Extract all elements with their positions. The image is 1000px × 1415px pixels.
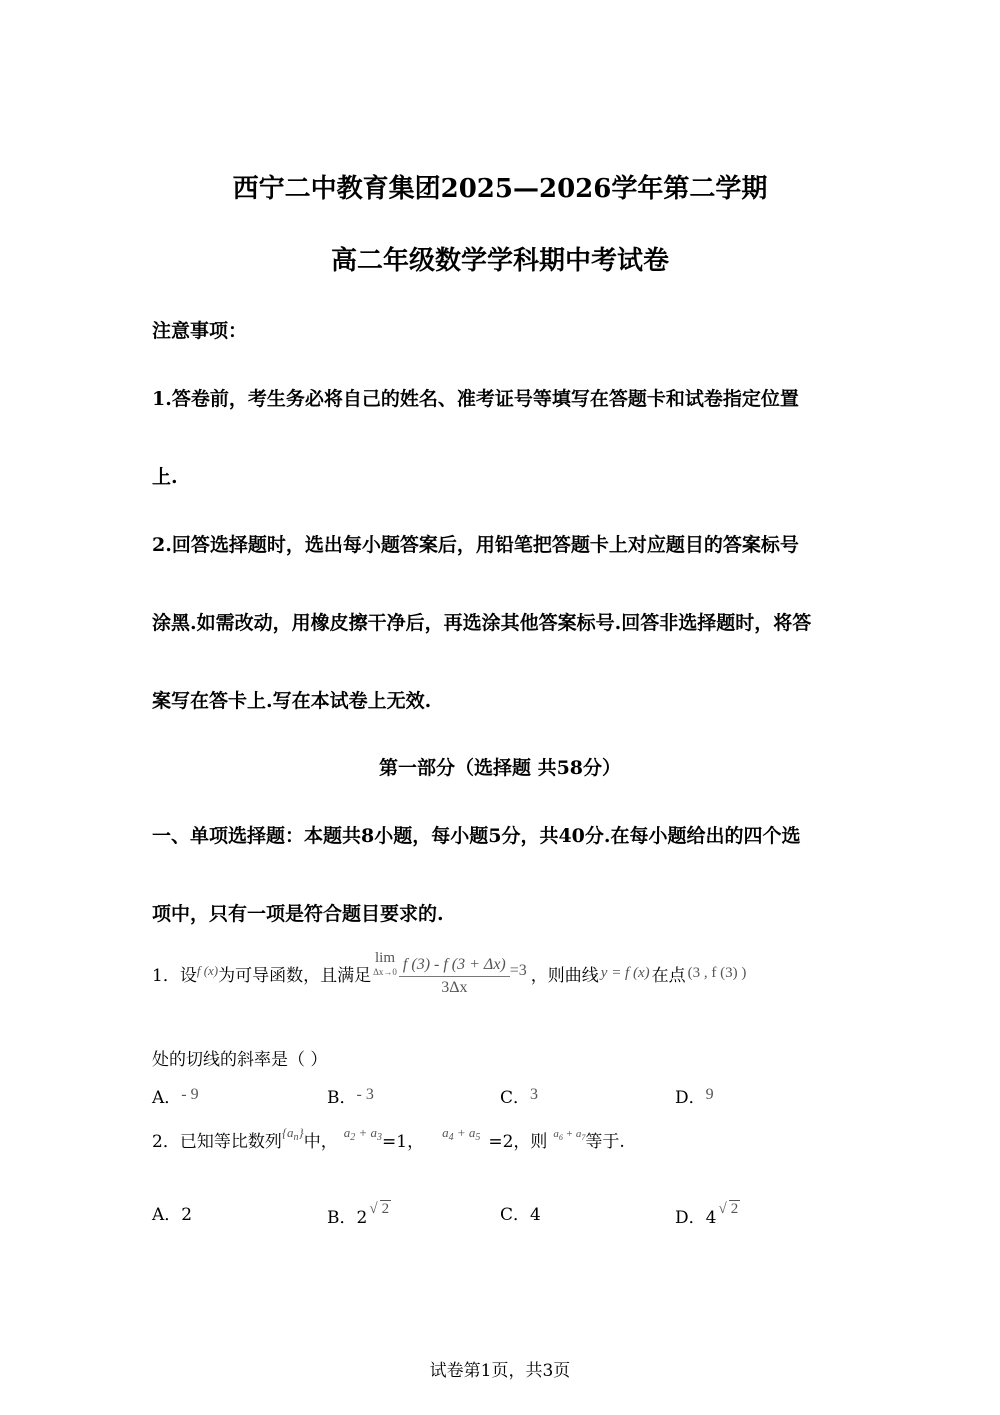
q2-tail: 等于. [585, 1132, 625, 1152]
q1-mid: 为可导函数，且满足 [218, 966, 372, 986]
q1-option-b: B．- 3 [327, 1086, 374, 1108]
q2-option-d-value: 4 [705, 1208, 717, 1228]
q2-option-b-root: √ 2 [369, 1201, 390, 1217]
notice-item1-line2: 上. [152, 466, 178, 488]
q1-at: 在点 [651, 966, 686, 986]
q1-lim: lim [375, 950, 396, 966]
q2-expr3: a6 + a7 [553, 1128, 586, 1142]
q2-option-c: C．4 [500, 1205, 541, 1225]
q2-eq2: =2，则 [488, 1132, 548, 1152]
q2-option-d-root: √ 2 [718, 1201, 739, 1217]
section-instruction-line1: 一、单项选择题：本题共8小题，每小题5分，共40分.在每小题给出的四个选 [152, 825, 801, 847]
q2-expr1: a2 + a3 [343, 1125, 383, 1143]
notice-item1-line1: 1.答卷前，考生务必将自己的姓名、准考证号等填写在答题卡和试卷指定位置 [152, 388, 799, 410]
q2-option-c-value: 4 [530, 1205, 541, 1225]
notice-item2-line3: 案写在答卡上.写在本试卷上无效. [152, 690, 432, 712]
q2-option-a-value: 2 [181, 1205, 193, 1225]
q2-eq1: =1， [382, 1132, 425, 1152]
notice-item2-line2: 涂黑.如需改动，用橡皮擦干净后，再选涂其他答案标号.回答非选择题时，将答 [152, 612, 812, 634]
q1-numerator: f (3) - f (3 + Δx) [399, 956, 510, 977]
q1-option-d-value: 9 [705, 1086, 714, 1103]
q2-mid1: 中， [303, 1132, 338, 1152]
q2-option-d: D．4 √ 2 [675, 1201, 739, 1228]
q1-option-c-value: 3 [530, 1086, 539, 1103]
q1-tail: ，则曲线 [530, 966, 599, 986]
q1-limit [373, 950, 397, 977]
question-2 [152, 1125, 625, 1152]
page-footer: 试卷第1页，共3页 [429, 1361, 571, 1381]
q1-point: (3 , f (3) ) [687, 965, 747, 981]
q2-option-a: A．2 [152, 1205, 193, 1225]
question-1 [152, 950, 746, 997]
q1-lim-sub: Δx→0 [373, 967, 397, 977]
q2-expr2: a4 + a5 [442, 1125, 481, 1143]
q1-denominator: 3Δx [441, 979, 468, 996]
section-instruction-line2: 项中，只有一项是符合题目要求的. [152, 903, 444, 925]
q1-option-b-value: - 3 [356, 1086, 374, 1103]
q1-fraction [399, 956, 510, 997]
exam-title-line2: 高二年级数学学科期中考试卷 [330, 246, 669, 276]
q1-prefix: 1．设 [152, 966, 197, 986]
q1-option-a-value: - 9 [181, 1086, 199, 1103]
q2-seq: {an} [281, 1125, 304, 1143]
q1-eq: =3 [509, 962, 527, 979]
q1-option-c: C．3 [500, 1086, 539, 1108]
q1-fx: f (x) [196, 963, 219, 978]
notice-heading: 注意事项： [152, 320, 248, 342]
exam-title-line1: 西宁二中教育集团2025—2026学年第二学期 [232, 174, 768, 204]
q2-prefix: 2．已知等比数列 [152, 1132, 282, 1152]
q2-option-b: B．2 √ 2 [327, 1201, 390, 1228]
notice-item2-line1: 2.回答选择题时，选出每小题答案后，用铅笔把答题卡上对应题目的答案标号 [152, 534, 799, 556]
q1-line2: 处的切线的斜率是（ ） [152, 1050, 328, 1070]
q2-option-b-value: 2 [356, 1208, 368, 1228]
q1-option-d: D．9 [675, 1086, 714, 1108]
part1-heading: 第一部分（选择题 共58分） [378, 757, 622, 779]
q1-curve: y = f (x) [600, 965, 650, 981]
q1-option-a: A．- 9 [152, 1086, 199, 1108]
